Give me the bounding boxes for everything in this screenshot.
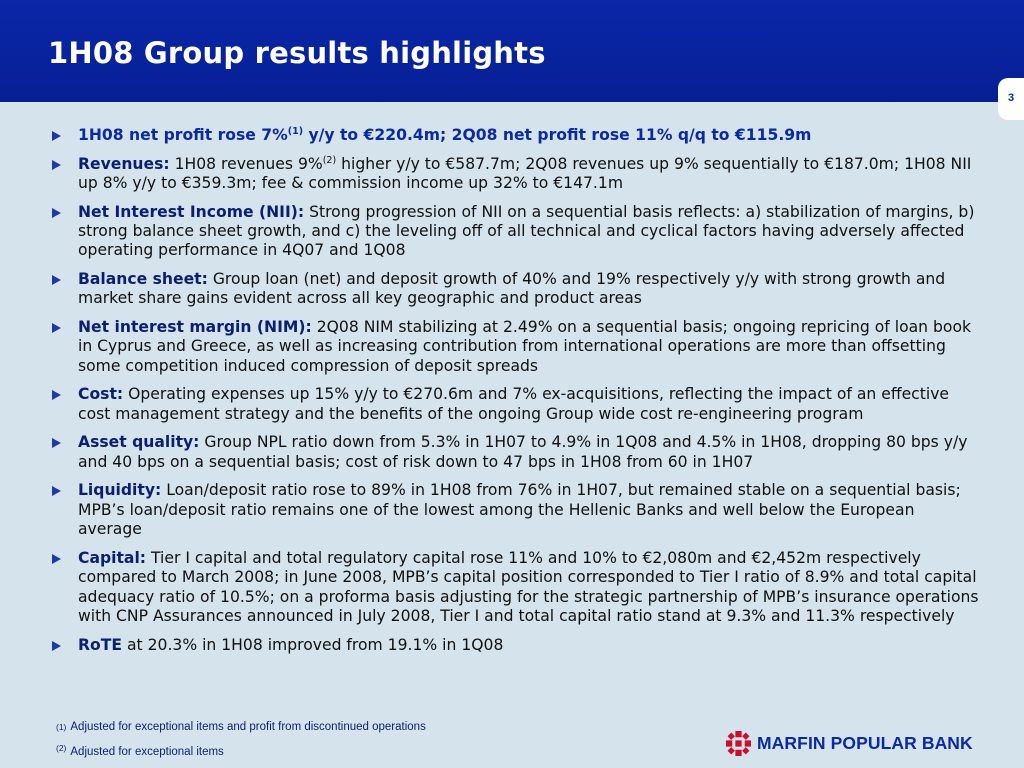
footnote-mark: (1)	[56, 722, 67, 732]
logo-text: MARFIN POPULAR BANK	[757, 733, 973, 753]
triangle-bullet-icon	[52, 390, 61, 400]
headline-text-rest: y/y to €220.4m; 2Q08 net profit rose 11% q/q to €115.9m	[303, 126, 812, 144]
footnote-1	[56, 720, 426, 734]
triangle-bullet-icon	[52, 208, 61, 218]
triangle-bullet-icon	[52, 641, 61, 651]
bullet-text: 2Q08 NIM stabilizing at 2.49% on a sequential basis; ongoing repricing of loan book in Cyprus and Greece, as well as increasing contribution from international operations are more than offsetting some competition induced compression of deposit spreads	[78, 318, 972, 375]
triangle-bullet-icon	[52, 554, 61, 564]
footnote-ref: (2)	[322, 154, 337, 166]
bullet-balance-sheet	[48, 270, 983, 309]
marfin-popular-bank-logo	[726, 731, 973, 756]
marfin-logo-icon	[726, 731, 751, 756]
header-bar	[0, 0, 1024, 102]
bullet-label: Balance sheet:	[78, 270, 208, 288]
bullet-nim	[48, 318, 983, 376]
bullet-text: Loan/deposit ratio rose to 89% in 1H08 from 76% in 1H07, but remained stable on a sequential basis; MPB’s loan/deposit ratio remains one of the lowest among the Hellenic Banks and well below the European average	[78, 481, 961, 539]
triangle-bullet-icon	[52, 131, 61, 141]
bullet-asset-quality	[48, 433, 983, 472]
triangle-bullet-icon	[52, 160, 61, 170]
footnotes	[56, 720, 426, 766]
bullet-text: at 20.3% in 1H08 improved from 19.1% in 1Q08	[122, 635, 504, 654]
net-profit-headline	[78, 126, 811, 144]
bullet-text: Strong progression of NII on a sequential basis reflects: a) stabilization of margins, b) strong balance sheet growth, and c) the leveling off of all technical and cyclical factors having adversely affected operating performance in 4Q07 and 1Q08	[78, 202, 975, 260]
bullet-nii	[48, 203, 983, 261]
bullet-label: Capital:	[78, 548, 147, 567]
bullet-text: Group loan (net) and deposit growth of 40% and 19% respectively y/y with strong growth and market share gains evident across all key geographic and product areas	[78, 270, 946, 308]
bullet-net-profit	[48, 126, 983, 145]
bullet-label: Net Interest Income (NII):	[78, 202, 305, 221]
triangle-bullet-icon	[52, 323, 61, 333]
bullet-text-rest: higher y/y to €587.7m; 2Q08 revenues up 9% sequentially to €187.0m; 1H08 NII up 8% y/y to €359.3m; fee & commission income up 32% to €147.1m	[78, 154, 972, 192]
bullet-capital	[48, 549, 983, 627]
bullet-text: 1H08 revenues 9%	[169, 154, 323, 173]
footnote-ref: (1)	[287, 126, 304, 137]
page-title: 1H08 Group results highlights	[48, 36, 546, 70]
triangle-bullet-icon	[52, 438, 61, 448]
bullet-label: Cost:	[78, 385, 124, 404]
footnote-text: Adjusted for exceptional items and profit from discontinued operations	[70, 721, 426, 733]
bullet-cost	[48, 385, 983, 424]
bullet-revenues	[48, 155, 983, 194]
bullet-label: Revenues:	[78, 154, 170, 173]
bullet-label: Net interest margin (NIM):	[78, 318, 312, 336]
bullet-label: Liquidity:	[78, 481, 162, 500]
bullet-text: Tier I capital and total regulatory capital rose 11% and 10% to €2,080m and €2,452m respectively compared to March 2008; in June 2008, MPB’s capital position corresponded to Tier I ratio of 8.9% and total capital adequacy ratio of 10.5%; on a proforma basis adjusting for the strategic partnership of MPB’s insurance operations with CNP Assurances announced in July 2008, Tier I and total capital ratio stand at 9.3% and 11.3% respectively	[78, 548, 979, 626]
footnote-mark: (2)	[56, 743, 67, 753]
bullet-text: Operating expenses up 15% y/y to €270.6m and 7% ex-acquisitions, reflecting the impact of an effective cost management strategy and the benefits of the ongoing Group wide cost re-engineering program	[78, 385, 950, 423]
bullet-label: Asset quality:	[78, 433, 200, 452]
bullet-rote	[48, 636, 983, 655]
bullet-label: RoTE	[78, 635, 123, 654]
triangle-bullet-icon	[52, 275, 61, 285]
page-number: 3	[1008, 92, 1015, 104]
triangle-bullet-icon	[52, 486, 61, 496]
bullet-liquidity	[48, 481, 983, 539]
footnote-text: Adjusted for exceptional items	[70, 746, 224, 758]
bullet-text: Group NPL ratio down from 5.3% in 1H07 to 4.9% in 1Q08 and 4.5% in 1H08, dropping 80 bps y/y and 40 bps on a sequential basis; cost of risk down to 47 bps in 1H08 from 60 in 1H07	[78, 433, 968, 471]
highlights-list	[48, 126, 983, 664]
headline-text: 1H08 net profit rose 7%	[78, 126, 288, 144]
footnote-2	[56, 741, 426, 759]
